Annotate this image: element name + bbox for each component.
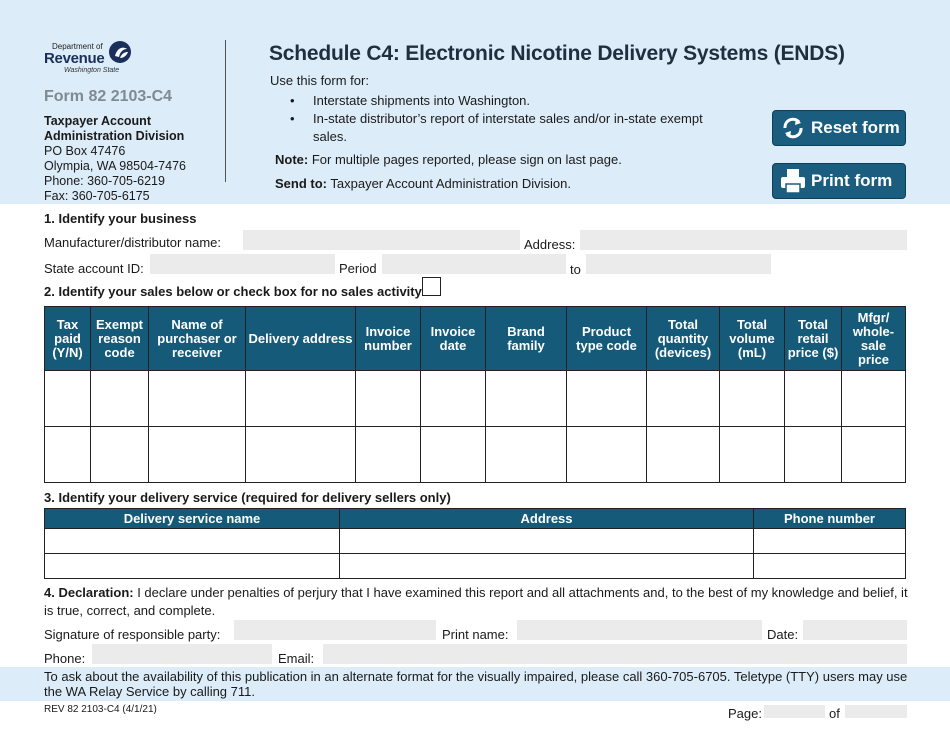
section1-title: 1. Identify your business — [44, 211, 197, 226]
print-form-label: Print form — [811, 171, 893, 190]
account-id-label: State account ID: — [44, 261, 144, 276]
agency-state: Washington State — [64, 67, 120, 74]
use-for-list — [290, 92, 710, 146]
page-label: Page: — [728, 706, 762, 721]
reset-form-button[interactable] — [772, 110, 906, 146]
column-header: Total retail price ($) — [785, 307, 842, 371]
column-header: Delivery address — [246, 307, 356, 371]
business-address-field[interactable] — [580, 230, 907, 250]
sales-table — [44, 306, 906, 483]
table-row — [45, 554, 906, 579]
header-divider — [225, 40, 226, 182]
refresh-icon — [779, 114, 807, 142]
section2-title: 2. Identify your sales below or check box for no sales activity — [44, 284, 422, 299]
delivery-service-table — [44, 508, 906, 579]
signature-field[interactable] — [234, 620, 436, 640]
division-city: Olympia, WA 98504-7476 — [44, 159, 186, 173]
column-header: Exempt reason code — [91, 307, 149, 371]
table-row — [45, 371, 906, 427]
reset-form-label: Reset form — [811, 118, 900, 137]
delivery-table-header — [45, 509, 906, 529]
page-number-field[interactable] — [764, 705, 825, 718]
email-field[interactable] — [323, 644, 907, 664]
section3-title: 3. Identify your delivery service (required for delivery sellers only) — [44, 490, 451, 505]
declaration-text: I declare under penalties of perjury that I have examined this report and all attachments and, to the best of my knowledge and belief, it is true, correct, and complete. — [44, 585, 908, 618]
period-label: Period — [339, 261, 377, 276]
note — [275, 152, 622, 167]
column-header: Brand family — [486, 307, 567, 371]
print-name-label: Print name: — [442, 627, 509, 642]
use-for-item: • Interstate shipments into Washington. — [290, 92, 710, 110]
account-id-field[interactable] — [150, 254, 335, 274]
page-of-label: of — [829, 706, 840, 721]
date-label: Date: — [767, 627, 799, 642]
column-header: Total quantity (devices) — [647, 307, 720, 371]
note-text: For multiple pages reported, please sign on last page. — [308, 152, 622, 167]
print-name-field[interactable] — [517, 620, 762, 640]
period-to-label: to — [570, 262, 581, 277]
note-label: Note: — [275, 152, 309, 167]
use-for-label: Use this form for: — [270, 73, 369, 88]
division-line1: Taxpayer Account — [44, 114, 151, 128]
period-end-field[interactable] — [586, 254, 771, 274]
division-phone: Phone: 360-705-6219 — [44, 174, 165, 188]
agency-logo — [44, 40, 154, 80]
agency-department: Department of — [52, 42, 103, 51]
agency-logo-icon — [108, 40, 132, 64]
column-header: Phone number — [754, 509, 906, 529]
column-header: Invoice date — [421, 307, 486, 371]
table-row — [45, 529, 906, 554]
agency-name: Revenue — [44, 50, 105, 67]
column-header: Delivery service name — [45, 509, 340, 529]
send-to-label: Send to: — [275, 176, 327, 191]
no-sales-checkbox[interactable] — [422, 277, 441, 296]
accessibility-notice: To ask about the availability of this publication in an alternate format for the visually impaired, please call 360-705-6705. Teletype (TTY) users may use the WA Relay Service by calling 711. — [44, 669, 908, 699]
column-header: Product type code — [567, 307, 647, 371]
division-address — [44, 114, 186, 204]
manufacturer-field[interactable] — [243, 230, 520, 250]
division-line2: Administration Division — [44, 129, 185, 143]
column-header: Total volume (mL) — [720, 307, 785, 371]
division-fax: Fax: 360-705-6175 — [44, 189, 150, 203]
division-po-box: PO Box 47476 — [44, 144, 126, 158]
send-to-text: Taxpayer Account Administration Division. — [327, 176, 571, 191]
column-header: Address — [340, 509, 754, 529]
page-title: Schedule C4: Electronic Nicotine Delivery Systems (ENDS) — [269, 42, 845, 65]
phone-field[interactable] — [92, 644, 272, 664]
email-label: Email: — [278, 651, 315, 666]
print-form-button[interactable] — [772, 163, 906, 199]
printer-icon — [779, 167, 807, 195]
signature-label: Signature of responsible party: — [44, 627, 221, 642]
period-start-field[interactable] — [382, 254, 566, 274]
declaration-label: 4. Declaration: — [44, 585, 134, 600]
manufacturer-label: Manufacturer/distributor name: — [44, 235, 222, 250]
column-header: Name of purchaser or receiver — [149, 307, 246, 371]
declaration — [44, 584, 914, 620]
table-row — [45, 427, 906, 483]
date-field[interactable] — [803, 620, 907, 640]
phone-label: Phone: — [44, 651, 86, 666]
form-number: Form 82 2103-C4 — [44, 88, 173, 105]
column-header: Tax paid (Y/N) — [45, 307, 91, 371]
column-header: Mfgr/ whole- sale price — [842, 307, 906, 371]
column-header: Invoice number — [356, 307, 421, 371]
send-to — [275, 176, 571, 191]
use-for-item: • In-state distributor’s report of interstate sales and/or in-state exempt sales. — [290, 110, 710, 146]
page-total-field[interactable] — [845, 705, 907, 718]
address-label: Address: — [524, 237, 576, 252]
sales-table-header — [45, 307, 906, 371]
revision-number: REV 82 2103-C4 (4/1/21) — [44, 704, 157, 715]
